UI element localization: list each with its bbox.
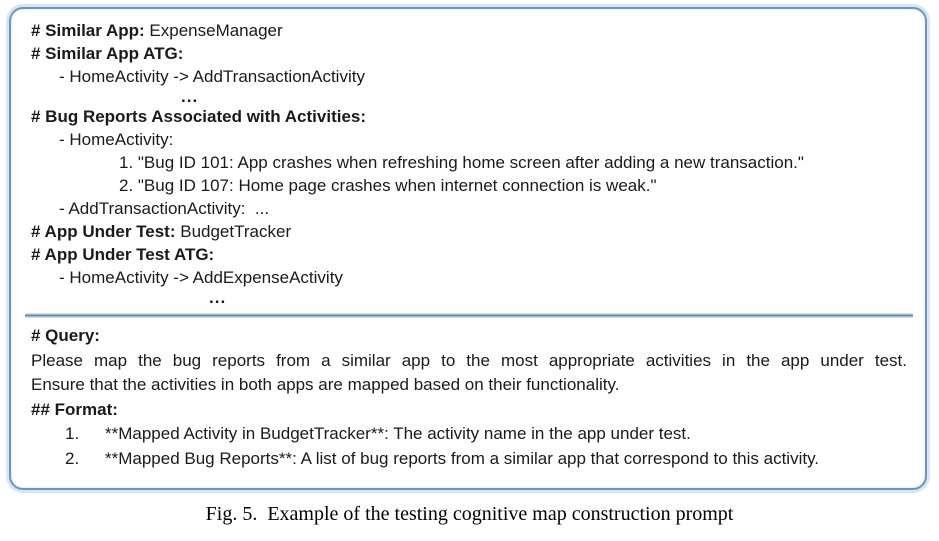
section-divider — [25, 313, 913, 318]
format-item-1 — [31, 422, 907, 447]
format-item-2-number: 2. — [65, 448, 80, 468]
similar-app-value: ExpenseManager — [149, 21, 283, 40]
format-item-2-text: **Mapped Bug Reports**: A list of bug reports from a similar app that correspond to this activity. — [105, 448, 820, 468]
similar-app-atg-header: # Similar App ATG: — [31, 44, 184, 63]
similar-app-line — [31, 19, 907, 42]
format-item-2 — [31, 447, 907, 472]
app-under-test-atg-ellipsis: ... — [209, 288, 227, 307]
similar-app-atg-edge: - HomeActivity -> AddTransactionActivity — [59, 67, 365, 86]
format-item-1-number: 1. — [65, 424, 80, 443]
bug-report-item-2: 2. "Bug ID 107: Home page crashes when internet connection is weak." — [119, 176, 657, 195]
app-under-test-atg-edge: - HomeActivity -> AddExpenseActivity — [59, 268, 343, 287]
app-under-test-label: # App Under Test: — [31, 222, 181, 241]
bug-reports-home-activity: - HomeActivity: — [59, 130, 174, 149]
format-item-1-text: **Mapped Activity in BudgetTracker**: The activity name in the app under test. — [105, 424, 691, 443]
bug-reports-header: # Bug Reports Associated with Activities: — [31, 107, 367, 126]
query-text-line-2: Ensure that the activities in both apps are mapped based on their functionality. — [31, 375, 620, 394]
format-header: ## Format: — [31, 399, 118, 419]
query-header: # Query: — [31, 326, 100, 345]
similar-app-atg-ellipsis: ... — [181, 87, 199, 106]
figure-caption: Fig. 5. Example of the testing cognitive map construction prompt — [205, 503, 734, 525]
bug-report-item-1: 1. "Bug ID 101: App crashes when refreshing home screen after adding a new transaction." — [119, 153, 804, 172]
prompt-example-box — [9, 7, 927, 490]
similar-app-label: # Similar App: — [31, 21, 150, 40]
app-under-test-atg-header: # App Under Test ATG: — [31, 245, 215, 264]
app-under-test-line — [31, 220, 907, 243]
app-under-test-value: BudgetTracker — [180, 222, 292, 241]
bug-reports-add-transaction: - AddTransactionActivity: ... — [59, 199, 270, 218]
query-text-line-1: Please map the bug reports from a similar app to the most appropriate activities in the app under test. — [31, 350, 907, 370]
